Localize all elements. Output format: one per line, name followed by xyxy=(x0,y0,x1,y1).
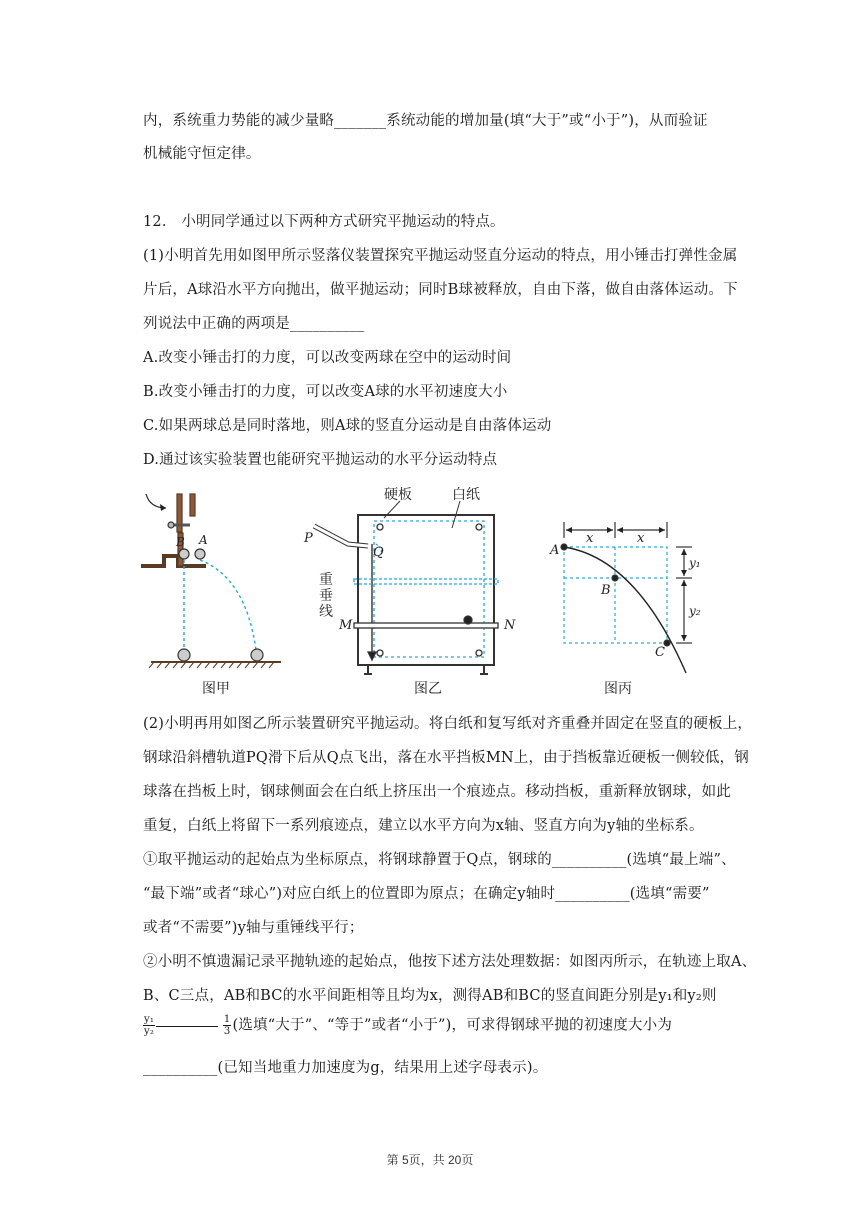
fraction-y2: y₂ xyxy=(144,1026,155,1037)
label-a: A xyxy=(550,543,560,558)
label-b-jia: B xyxy=(176,535,185,549)
caption-bing: 图丙 xyxy=(604,680,632,696)
label-m: M xyxy=(339,618,353,633)
figure-yi xyxy=(314,515,498,674)
label-yingban: 硬板 xyxy=(384,486,412,502)
label-c: C xyxy=(655,645,665,660)
blank-line xyxy=(156,1026,218,1027)
step1-line-c: 或者“不需要”)y轴与重锤线平行； xyxy=(143,920,364,936)
option-a: A.改变小锤击打的力度，可以改变两球在空中的运动时间 xyxy=(143,350,512,366)
option-c: C.如果两球总是同时落地，则A球的竖直分运动是自由落体运动 xyxy=(143,418,552,434)
figures-svg xyxy=(136,478,726,696)
label-p: P xyxy=(304,531,313,546)
label-xian: 线 xyxy=(319,603,333,619)
experiment-figures xyxy=(136,478,726,696)
part2-line-b: 钢球沿斜槽轨道PQ滑下后从Q点飞出，落在水平挡板MN上，由于挡板靠近硬板一侧较低，钢 xyxy=(143,750,749,766)
label-x-2: x xyxy=(637,531,645,546)
label-q: Q xyxy=(373,545,384,560)
label-baizhi: 白纸 xyxy=(452,486,480,502)
step1-line-b: “最下端”或者“球心”)对应白纸上的位置即为原点；在确定y轴时__________(选填“需要” xyxy=(143,886,710,902)
fraction-one-third xyxy=(223,1014,232,1037)
label-n: N xyxy=(504,618,516,633)
fraction-y1: y₁ xyxy=(144,1014,155,1025)
step2-line-d: __________(已知当地重力加速度为g，结果用上述字母表示)。 xyxy=(143,1060,548,1076)
step2-line-c-row xyxy=(143,1014,672,1037)
part2-line-a: (2)小明再用如图乙所示装置研究平抛运动。将白纸和复写纸对齐重叠并固定在竖直的硬板上， xyxy=(143,716,753,732)
part2-line-c: 球落在挡板上时，钢球侧面会在白纸上挤压出一个痕迹点。移动挡板，重新释放钢球，如此 xyxy=(143,784,731,800)
figure-bing xyxy=(561,522,692,673)
question-12-title: 12. 小明同学通过以下两种方式研究平抛运动的特点。 xyxy=(143,214,505,230)
caption-yi: 图乙 xyxy=(414,680,442,696)
option-d: D.通过该实验装置也能研究平抛运动的水平分运动特点 xyxy=(143,452,498,468)
fraction-one: 1 xyxy=(223,1014,231,1025)
fraction-y1-over-y2 xyxy=(143,1014,155,1037)
option-b: B.改变小锤击打的力度，可以改变A球的水平初速度大小 xyxy=(143,384,508,400)
label-a-jia: A xyxy=(199,533,208,547)
figure-jia xyxy=(141,494,281,668)
step2-line-c: (选填“大于”、“等于”或者“小于”)，可求得钢球平抛的初速度大小为 xyxy=(232,1017,673,1034)
step1-line-a: ①取平抛运动的起始点为坐标原点，将钢球静置于Q点，钢球的__________(选填“最上端”、 xyxy=(143,852,736,868)
part1-line-b: 片后，A球沿水平方向抛出，做平抛运动；同时B球被释放，自由下落，做自由落体运动。下 xyxy=(143,282,738,298)
label-y1: y₁ xyxy=(689,556,701,570)
label-y2: y₂ xyxy=(689,604,701,618)
part1-line-c: 列说法中正确的两项是__________ xyxy=(143,316,365,332)
step2-line-a: ②小明不慎遗漏记录平抛轨迹的起始点，他按下述方法处理数据：如图丙所示，在轨迹上取A、 xyxy=(143,954,757,970)
part1-line-a: (1)小明首先用如图甲所示竖落仪装置探究平抛运动竖直分运动的特点，用小锤击打弹性金属 xyxy=(143,248,738,264)
caption-jia: 图甲 xyxy=(202,680,230,696)
fraction-three: 3 xyxy=(223,1026,231,1037)
page-footer: 第 5页，共 20页 xyxy=(386,1153,474,1167)
part2-line-d: 重复，白纸上将留下一系列痕迹点，建立以水平方向为x轴、竖直方向为y轴的坐标系。 xyxy=(143,818,704,834)
label-x-1: x xyxy=(586,531,594,546)
label-b: B xyxy=(601,583,611,598)
text-line-2: 机械能守恒定律。 xyxy=(143,146,261,162)
step2-line-b: B、C三点，AB和BC的水平间距相等且均为x，测得AB和BC的竖直间距分别是y₁和y₂则 xyxy=(143,988,717,1004)
label-zhong: 重 xyxy=(319,571,333,587)
label-chui: 垂 xyxy=(319,587,333,603)
text-line-1: 内，系统重力势能的减少量略_______系统动能的增加量(填“大于”或“小于”)，从而验证 xyxy=(143,113,708,129)
